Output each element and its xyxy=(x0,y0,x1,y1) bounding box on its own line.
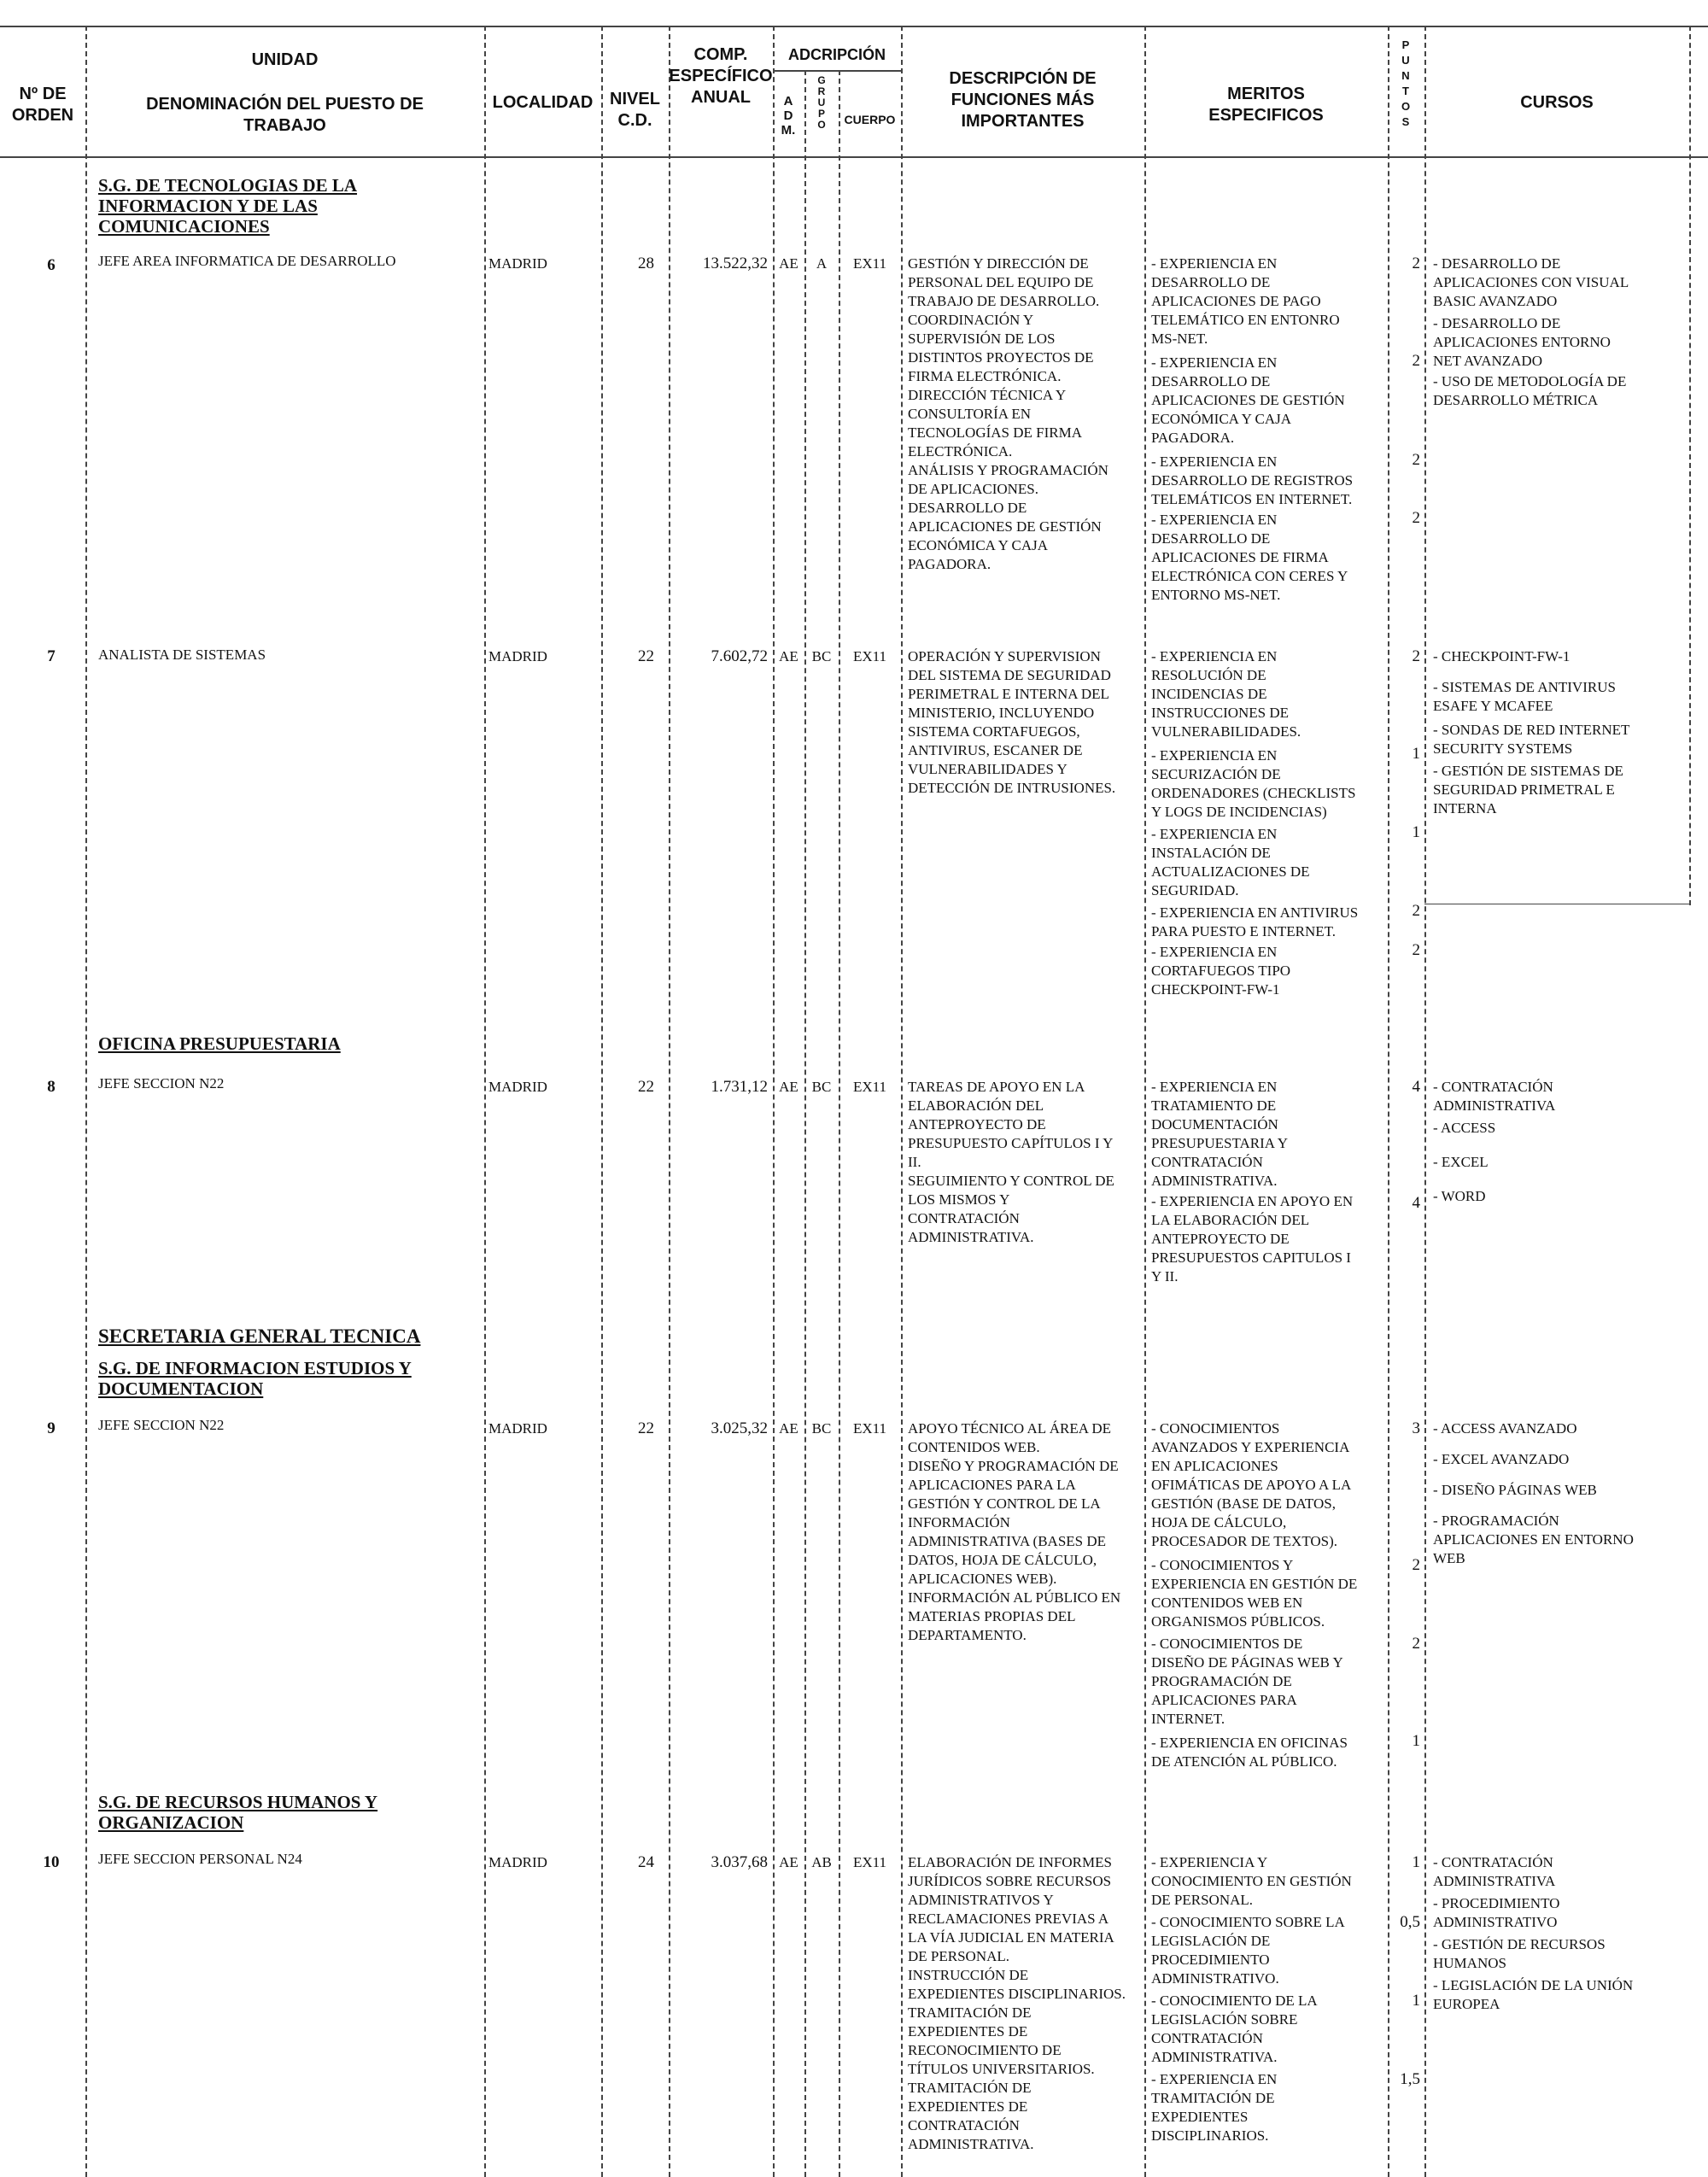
header-descripcion: DESCRIPCIÓN DE FUNCIONES MÁS IMPORTANTES xyxy=(949,69,1097,131)
row-comp: 1.731,12 xyxy=(711,1078,768,1096)
row-curso: - LEGISLACIÓN DE LA UNIÓN EUROPEA xyxy=(1433,1977,1634,2012)
col-divider xyxy=(1689,26,1691,905)
row-merito: - EXPERIENCIA EN TRATAMIENTO DE DOCUMENTACIÓN PRESUPUESTARIA Y CONTRATACIÓN ADMINISTRATIVA. xyxy=(1151,1079,1289,1189)
row-orden: 7 xyxy=(47,647,56,665)
row-cuerpo: EX11 xyxy=(852,255,887,272)
row-puesto: JEFE SECCION N22 xyxy=(98,1417,225,1433)
header-denominacion: DENOMINACIÓN DEL PUESTO DE TRABAJO xyxy=(146,95,424,135)
row-merito: - CONOCIMIENTOS DE DISEÑO DE PÁGINAS WEB Y PROGRAMACIÓN DE APLICACIONES PARA INTERNET. xyxy=(1151,1636,1343,1727)
row-curso: - ACCESS xyxy=(1433,1120,1496,1136)
row-puntos: 1 xyxy=(1412,1732,1420,1750)
row-merito: - EXPERIENCIA EN DESARROLLO DE REGISTROS TELEMÁTICOS EN INTERNET. xyxy=(1151,454,1354,507)
row-puesto: JEFE AREA INFORMATICA DE DESARROLLO xyxy=(98,253,396,269)
row-merito: - EXPERIENCIA EN DESARROLLO DE APLICACIONES DE PAGO TELEMÁTICO EN ENTONRO MS-NET. xyxy=(1151,255,1340,347)
row-comp: 3.025,32 xyxy=(711,1419,768,1437)
row-merito: - EXPERIENCIA EN DESARROLLO DE APLICACIONES DE GESTIÓN ECONÓMICA Y CAJA PAGADORA. xyxy=(1151,354,1345,446)
col-divider xyxy=(85,26,87,2177)
row-cuerpo: EX11 xyxy=(852,1854,887,1870)
header-cursos: CURSOS xyxy=(1520,93,1594,112)
header-adm: A D M. xyxy=(781,94,796,138)
row-adm: AE xyxy=(779,1079,798,1095)
row-puntos: 2 xyxy=(1412,941,1420,959)
row-comp: 13.522,32 xyxy=(703,255,768,272)
row-localidad: MADRID xyxy=(488,1854,547,1870)
row-puntos: 4 xyxy=(1412,1078,1420,1096)
row-puntos: 2 xyxy=(1412,451,1420,469)
table-top-border xyxy=(0,26,1708,27)
header-nivel: NIVEL C.D. xyxy=(610,90,660,130)
row-merito: - EXPERIENCIA EN OFICINAS DE ATENCIÓN AL PÚBLICO. xyxy=(1151,1735,1348,1770)
row-curso: - DISEÑO PÁGINAS WEB xyxy=(1433,1482,1597,1498)
row-orden: 10 xyxy=(43,1853,60,1871)
row-descripcion: OPERACIÓN Y SUPERVISION DEL SISTEMA DE SEGURIDAD PERIMETRAL E INTERNA DEL MINISTERIO, INCLUYENDO SISTEMA CORTAFUEGOS, ANTIVIRUS, ESCANER DE VULNERABILIDADES Y DETECCIÓN DE INTRUSIONES. xyxy=(908,648,1116,796)
row-comp: 3.037,68 xyxy=(711,1853,768,1871)
row-localidad: MADRID xyxy=(488,1420,547,1437)
row-puntos: 1 xyxy=(1412,1992,1420,2010)
row-puntos: 2 xyxy=(1412,1635,1420,1653)
header-grupo: G R U P O xyxy=(817,74,826,131)
row-curso: - WORD xyxy=(1433,1188,1486,1204)
col-divider xyxy=(1144,26,1146,2177)
row-grupo: AB xyxy=(811,1854,832,1870)
row-curso: - DESARROLLO DE APLICACIONES CON VISUAL BASIC AVANZADO xyxy=(1433,255,1629,309)
row-adm: AE xyxy=(779,648,798,664)
row-merito: - EXPERIENCIA EN RESOLUCIÓN DE INCIDENCIAS DE INSTRUCCIONES DE VULNERABILIDADES. xyxy=(1151,648,1301,740)
row-nivel: 24 xyxy=(638,1853,654,1871)
row-puntos: 1,5 xyxy=(1400,2070,1420,2088)
row-adm: AE xyxy=(779,1854,798,1870)
row-grupo: A xyxy=(816,255,828,272)
col-divider xyxy=(484,26,486,2177)
row-nivel: 22 xyxy=(638,1419,654,1437)
row-puesto: JEFE SECCION PERSONAL N24 xyxy=(98,1851,302,1867)
row-curso: - CONTRATACIÓN ADMINISTRATIVA xyxy=(1433,1079,1556,1114)
row-curso: - GESTIÓN DE SISTEMAS DE SEGURIDAD PRIMETRAL E INTERNA xyxy=(1433,763,1623,816)
row-descripcion: GESTIÓN Y DIRECCIÓN DE PERSONAL DEL EQUIPO DE TRABAJO DE DESARROLLO. COORDINACIÓN Y SUPERVISIÓN DE LOS DISTINTOS PROYECTOS DE FIRMA ELECTRÓNICA. DIRECCIÓN TÉCNICA Y CONSULTORÍA EN TECNOLOGÍAS DE FIRMA ELECTRÓNICA. ANÁLISIS Y PROGRAMACIÓN DE APLICACIONES. DESARROLLO DE APLICACIONES DE GESTIÓN ECONÓMICA Y CAJA PAGADORA. xyxy=(908,255,1108,572)
row-curso: - EXCEL AVANZADO xyxy=(1433,1451,1570,1467)
row-grupo: BC xyxy=(811,648,832,664)
row-nivel: 22 xyxy=(638,647,654,665)
row-puntos: 2 xyxy=(1412,255,1420,272)
header-meritos: MERITOS ESPECIFICOS xyxy=(1208,85,1324,125)
row-merito: - CONOCIMIENTO DE LA LEGISLACIÓN SOBRE CONTRATACIÓN ADMINISTRATIVA. xyxy=(1151,1993,1318,2065)
row-curso: - EXCEL xyxy=(1433,1154,1489,1170)
row-nivel: 22 xyxy=(638,1078,654,1096)
row-puesto: JEFE SECCION N22 xyxy=(98,1075,225,1091)
header-bottom-border xyxy=(0,156,1708,158)
row-curso: - PROGRAMACIÓN APLICACIONES EN ENTORNO WEB xyxy=(1433,1513,1634,1566)
header-unidad: UNIDAD xyxy=(251,50,319,69)
row-merito: - EXPERIENCIA EN DESARROLLO DE APLICACIONES DE FIRMA ELECTRÓNICA CON CERES Y ENTORNO MS-NET. xyxy=(1151,512,1348,603)
header-puntos: P U N T O S xyxy=(1401,38,1411,128)
row-nivel: 28 xyxy=(638,255,654,272)
row-descripcion: ELABORACIÓN DE INFORMES JURÍDICOS SOBRE RECURSOS ADMINISTRATIVOS Y RECLAMACIONES PREVIAS A LA VÍA JUDICIAL EN MATERIA DE PERSONAL. INSTRUCCIÓN DE EXPEDIENTES DISCIPLINARIOS. TRAMITACIÓN DE EXPEDIENTES DE RECONOCIMIENTO DE TÍTULOS UNIVERSITARIOS. TRAMITACIÓN DE EXPEDIENTES DE CONTRATACIÓN ADMINISTRATIVA. xyxy=(908,1854,1126,2152)
row-localidad: MADRID xyxy=(488,648,547,664)
row-puntos: 2 xyxy=(1412,902,1420,920)
row-curso: - CONTRATACIÓN ADMINISTRATIVA xyxy=(1433,1854,1556,1889)
row-adm: AE xyxy=(779,255,798,272)
row-merito: - EXPERIENCIA EN INSTALACIÓN DE ACTUALIZACIONES DE SEGURIDAD. xyxy=(1151,826,1310,898)
row-merito: - EXPERIENCIA EN APOYO EN LA ELABORACIÓN DEL ANTEPROYECTO DE PRESUPUESTOS CAPITULOS I Y II. xyxy=(1151,1193,1354,1285)
row-puntos: 2 xyxy=(1412,1556,1420,1574)
row-localidad: MADRID xyxy=(488,1079,547,1095)
row-puntos: 1 xyxy=(1412,823,1420,841)
row-puntos: 4 xyxy=(1412,1194,1420,1212)
row-adm: AE xyxy=(779,1420,798,1437)
header-comp-especifico: COMP. ESPECÍFICO ANUAL xyxy=(669,45,773,107)
row-puntos: 3 xyxy=(1412,1419,1420,1437)
row-merito: - CONOCIMIENTOS AVANZADOS Y EXPERIENCIA EN APLICACIONES OFIMÁTICAS DE APOYO A LA GESTIÓN (BASE DE DATOS, HOJA DE CÁLCULO, PROCESADOR DE TEXTOS). xyxy=(1151,1420,1352,1549)
row-puntos: 2 xyxy=(1412,352,1420,370)
row-cuerpo: EX11 xyxy=(852,1420,887,1437)
section-heading: S.G. DE TECNOLOGIAS DE LA INFORMACION Y DE LAS COMUNICACIONES xyxy=(98,175,358,237)
row-curso: - ACCESS AVANZADO xyxy=(1433,1420,1577,1437)
col-divider xyxy=(901,26,903,2177)
row-curso: - GESTIÓN DE RECURSOS HUMANOS xyxy=(1433,1936,1606,1971)
row-orden: 8 xyxy=(47,1078,56,1096)
header-n-orden: Nº DE ORDEN xyxy=(11,85,74,125)
section-heading: S.G. DE RECURSOS HUMANOS Y ORGANIZACION xyxy=(98,1792,378,1833)
row-merito: - EXPERIENCIA EN SECURIZACIÓN DE ORDENADORES (CHECKLISTS Y LOGS DE INCIDENCIAS) xyxy=(1151,747,1356,820)
row-curso: - SONDAS DE RED INTERNET SECURITY SYSTEMS xyxy=(1433,722,1630,757)
row-orden: 9 xyxy=(47,1419,56,1437)
row-puntos: 2 xyxy=(1412,647,1420,665)
adscripcion-divider xyxy=(773,70,901,72)
row-puntos: 0,5 xyxy=(1400,1913,1420,1931)
row-localidad: MADRID xyxy=(488,255,547,272)
row-puntos: 1 xyxy=(1412,745,1420,763)
row-comp: 7.602,72 xyxy=(711,647,768,665)
header-localidad: LOCALIDAD xyxy=(492,93,594,112)
section-heading: S.G. DE INFORMACION ESTUDIOS Y DOCUMENTACION xyxy=(98,1358,412,1399)
row-puntos: 2 xyxy=(1412,509,1420,527)
row-grupo: BC xyxy=(811,1420,832,1437)
row-merito: - EXPERIENCIA Y CONOCIMIENTO EN GESTIÓN DE PERSONAL. xyxy=(1151,1854,1352,1908)
row-curso: - PROCEDIMIENTO ADMINISTRATIVO xyxy=(1433,1895,1560,1930)
row-curso: - USO DE METODOLOGÍA DE DESARROLLO MÉTRICA xyxy=(1433,373,1627,408)
col-divider xyxy=(1424,26,1426,2177)
row-descripcion: APOYO TÉCNICO AL ÁREA DE CONTENIDOS WEB. DISEÑO Y PROGRAMACIÓN DE APLICACIONES PARA LA GESTIÓN Y CONTROL DE LA INFORMACIÓN ADMINISTRATIVA (BASES DE DATOS, HOJA DE CÁLCULO, APLICACIONES WEB). INFORMACIÓN AL PÚBLICO EN MATERIAS PROPIAS DEL DEPARTAMENTO. xyxy=(908,1420,1121,1643)
header-adscripcion: ADCRIPCIÓN xyxy=(787,46,886,63)
row-cuerpo: EX11 xyxy=(852,648,887,664)
row-curso: - CHECKPOINT-FW-1 xyxy=(1433,648,1571,664)
row-merito: - EXPERIENCIA EN ANTIVIRUS PARA PUESTO E INTERNET. xyxy=(1151,904,1359,939)
row-curso: - DESARROLLO DE APLICACIONES ENTORNO NET AVANZADO xyxy=(1433,315,1611,369)
row-cuerpo: EX11 xyxy=(852,1079,887,1095)
row-puesto: ANALISTA DE SISTEMAS xyxy=(98,647,266,663)
row-curso: - SISTEMAS DE ANTIVIRUS ESAFE Y MCAFEE xyxy=(1433,679,1616,714)
row-orden: 6 xyxy=(47,256,56,274)
section-heading: OFICINA PRESUPUESTARIA xyxy=(98,1033,341,1054)
row-merito: - EXPERIENCIA EN CORTAFUEGOS TIPO CHECKPOINT-FW-1 xyxy=(1151,944,1291,998)
row-merito: - EXPERIENCIA EN TRAMITACIÓN DE EXPEDIENTES DISCIPLINARIOS. xyxy=(1151,2071,1278,2144)
row-descripcion: TAREAS DE APOYO EN LA ELABORACIÓN DEL ANTEPROYECTO DE PRESUPUESTO CAPÍTULOS I Y II. SEGUIMIENTO Y CONTROL DE LOS MISMOS Y CONTRATACIÓN ADMINISTRATIVA. xyxy=(908,1079,1114,1245)
row-grupo: BC xyxy=(811,1079,832,1095)
row-merito: - CONOCIMIENTO SOBRE LA LEGISLACIÓN DE PROCEDIMIENTO ADMINISTRATIVO. xyxy=(1151,1914,1345,1987)
section-heading: SECRETARIA GENERAL TECNICA xyxy=(98,1326,421,1347)
row-puntos: 1 xyxy=(1412,1853,1420,1871)
row-merito: - CONOCIMIENTOS Y EXPERIENCIA EN GESTIÓN DE CONTENIDOS WEB EN ORGANISMOS PÚBLICOS. xyxy=(1151,1557,1358,1630)
header-cuerpo: CUERPO xyxy=(844,113,896,126)
